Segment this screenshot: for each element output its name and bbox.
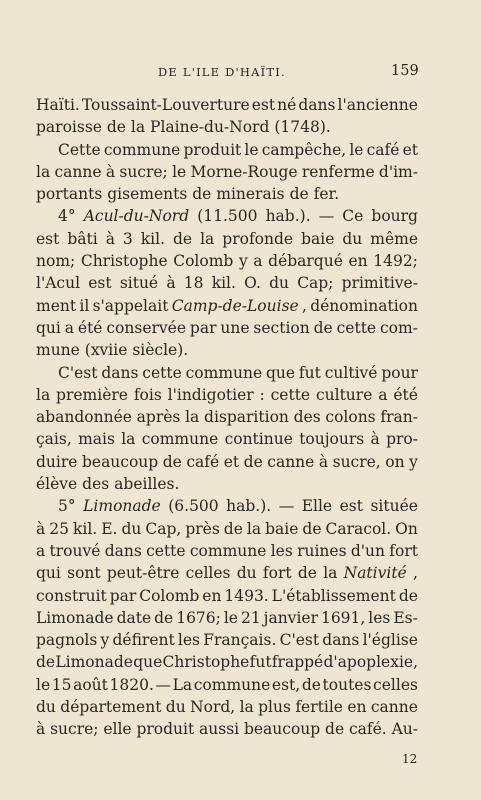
word: Elle <box>301 497 333 516</box>
word: de <box>398 586 418 605</box>
word: élève <box>36 475 83 494</box>
word: fut <box>249 653 272 672</box>
running-title: DE L'ILE D'HAÏTI. <box>158 65 286 79</box>
word: à <box>105 229 115 248</box>
word: gisements <box>107 185 193 204</box>
word: construit <box>36 586 107 605</box>
word: est <box>36 229 60 248</box>
word: produit <box>183 140 242 159</box>
text-line <box>36 495 418 517</box>
word: profonde <box>222 229 294 248</box>
word: fut <box>298 363 321 382</box>
word: — <box>318 207 335 226</box>
word: canne <box>54 162 102 181</box>
word: duire <box>36 452 78 471</box>
word: de <box>297 564 317 583</box>
word: continue <box>224 430 293 449</box>
word: kil. <box>140 229 166 248</box>
word: 18 <box>183 274 204 293</box>
word: de <box>106 118 131 137</box>
word: produit <box>136 720 195 739</box>
word: (6.500 <box>168 497 219 516</box>
word: cette <box>336 318 377 337</box>
word: sont <box>67 564 101 583</box>
word: et <box>223 452 240 471</box>
word: le <box>244 140 259 159</box>
word: à <box>105 162 116 181</box>
word: Limonade <box>55 653 133 672</box>
word: que <box>133 653 163 672</box>
word: située <box>370 497 418 516</box>
word: une <box>220 318 250 337</box>
word: baie <box>265 519 299 538</box>
word: commune <box>193 675 271 694</box>
word: il <box>79 296 90 315</box>
word: l'Acul <box>36 274 81 293</box>
word: pagnols <box>36 631 98 650</box>
word: çais, <box>36 430 72 449</box>
text-line <box>36 339 418 361</box>
word: com- <box>379 318 418 337</box>
word: que <box>266 363 296 382</box>
word: des <box>82 475 115 494</box>
word: ment <box>36 296 77 315</box>
word: L'établissement <box>271 586 396 605</box>
word: qui <box>36 318 61 337</box>
word: commune <box>189 541 267 560</box>
word: l'ancienne <box>337 96 418 114</box>
word: dans <box>298 96 336 114</box>
word: celles <box>185 564 231 583</box>
word: à <box>166 274 176 293</box>
word: août <box>73 675 108 694</box>
word: le <box>349 140 364 159</box>
text-line <box>36 139 418 161</box>
word: d'un <box>350 541 385 560</box>
word: par <box>189 318 217 337</box>
word: Colomb <box>173 252 234 271</box>
word: on <box>385 452 405 471</box>
word: Français. <box>203 631 277 650</box>
word: commune <box>141 430 219 449</box>
word: (1748). <box>274 118 331 137</box>
word: sucre; <box>50 720 99 739</box>
word: fort <box>389 541 418 560</box>
word: — <box>155 675 171 694</box>
text-line <box>36 473 418 495</box>
word: du <box>236 564 257 583</box>
page-number: 159 <box>391 63 419 79</box>
word: hab.). <box>226 497 272 516</box>
word: section <box>253 318 310 337</box>
word: campêche, <box>261 140 347 159</box>
word: beaucoup <box>81 452 159 471</box>
text-line <box>36 116 418 138</box>
word: celles <box>373 675 418 694</box>
word: des <box>293 408 321 427</box>
word: Cap; <box>297 274 334 293</box>
word: Cap, <box>145 519 182 538</box>
running-head <box>0 63 481 83</box>
text-line <box>36 317 418 339</box>
text-line <box>36 362 418 384</box>
word: la <box>121 430 136 449</box>
word: Es- <box>393 608 418 627</box>
word: 1676; <box>176 608 221 627</box>
word: 1492; <box>373 252 418 271</box>
word: siècle). <box>132 341 189 360</box>
word: né <box>277 96 297 114</box>
word: a <box>253 252 263 271</box>
word: Haïti. <box>36 96 80 114</box>
word: janvier <box>263 608 318 627</box>
word: de <box>313 318 333 337</box>
word: fran- <box>380 408 418 427</box>
word: conservée <box>106 318 187 337</box>
word: sucre; <box>119 162 168 181</box>
word: la <box>200 229 215 248</box>
word: de <box>301 675 321 694</box>
word: l'église <box>362 631 418 650</box>
word: de <box>173 229 193 248</box>
word: cette <box>146 541 186 560</box>
word: (xviie <box>84 341 133 360</box>
word: département <box>60 698 162 717</box>
word: du <box>269 274 289 293</box>
word: portants <box>36 185 108 204</box>
word: Nativité <box>343 564 407 583</box>
text-line <box>36 428 418 450</box>
word: la <box>323 564 338 583</box>
text-line <box>36 272 418 294</box>
word: On <box>395 519 418 538</box>
word: à <box>36 519 46 538</box>
word: à <box>318 452 329 471</box>
word: C'est <box>58 363 98 382</box>
word: été <box>393 385 418 404</box>
word: fort <box>262 564 292 583</box>
word: de <box>243 452 263 471</box>
text-line <box>36 718 418 740</box>
word: , <box>301 296 307 315</box>
word: a <box>378 385 388 404</box>
word: du <box>121 519 142 538</box>
word: Au- <box>391 720 418 739</box>
word: la <box>185 408 200 427</box>
word: 5° <box>58 497 76 516</box>
word: à <box>36 720 46 739</box>
body-text <box>36 94 418 741</box>
word: Cette <box>58 140 101 159</box>
text-line <box>36 94 418 116</box>
word: 1820. <box>109 675 154 694</box>
word: renferme <box>301 162 375 181</box>
word: en <box>348 252 368 271</box>
word: qui <box>36 564 61 583</box>
word: même <box>370 229 418 248</box>
word: d'im- <box>378 162 418 181</box>
word: mais <box>78 430 115 449</box>
word: 3 <box>122 229 133 248</box>
word: colons <box>325 408 376 427</box>
word: après <box>136 408 181 427</box>
text-line <box>36 696 418 718</box>
word: a <box>64 318 75 337</box>
word: dans <box>101 363 139 382</box>
word: elle <box>103 720 132 739</box>
word: toutes <box>322 675 372 694</box>
word: y <box>238 252 248 271</box>
word: le <box>36 675 51 694</box>
word: fer. <box>313 185 340 204</box>
text-line <box>36 228 418 250</box>
word: Caracol. <box>325 519 392 538</box>
word: débarqué <box>268 252 343 271</box>
word: café <box>186 452 220 471</box>
word: cultivé <box>324 363 378 382</box>
word: paroisse <box>36 118 107 137</box>
word: en <box>347 698 367 717</box>
word: de <box>302 519 322 538</box>
word: la <box>36 162 51 181</box>
word: canne <box>267 452 315 471</box>
word: par <box>109 586 137 605</box>
word: abeilles. <box>114 475 180 494</box>
word: 15 <box>51 675 72 694</box>
word: nom; <box>36 252 76 271</box>
word: Limonade <box>36 608 114 627</box>
word: hab.). <box>265 207 311 226</box>
word: dénomination <box>310 296 418 315</box>
word: situé <box>119 274 159 293</box>
word: Camp-de-Louise <box>171 296 299 315</box>
word: première <box>56 385 128 404</box>
word: Toussaint-Louverture <box>81 96 250 114</box>
text-line <box>36 629 418 651</box>
word: du <box>165 698 186 717</box>
word: Acul-du-Nord <box>83 207 190 226</box>
word: baie <box>301 229 335 248</box>
word: La <box>172 675 193 694</box>
word: la <box>36 385 51 404</box>
text-line <box>36 562 418 584</box>
word: le <box>223 608 238 627</box>
word: du <box>36 698 56 717</box>
text-line <box>36 384 418 406</box>
word: sucre, <box>332 452 381 471</box>
word: primitive- <box>341 274 418 293</box>
word: E. <box>101 519 118 538</box>
word: commune <box>185 363 263 382</box>
text-line <box>36 295 418 317</box>
word: café. <box>348 720 387 739</box>
word: 1691, <box>320 608 366 627</box>
word: de <box>325 720 345 739</box>
word: la <box>246 519 262 538</box>
word: 4° <box>58 207 76 226</box>
text-line <box>36 585 418 607</box>
word: (11.500 <box>197 207 258 226</box>
word: café <box>366 140 400 159</box>
word: Limonade <box>83 497 161 516</box>
text-line <box>36 674 418 696</box>
signature-mark: 12 <box>402 752 418 766</box>
word: 1493. <box>224 586 269 605</box>
word: les <box>177 631 201 650</box>
word: et <box>402 140 418 159</box>
word: date <box>116 608 152 627</box>
text-line <box>36 161 418 183</box>
word: d'apoplexie, <box>323 653 418 672</box>
word: de <box>289 185 314 204</box>
text-line <box>36 183 418 205</box>
word: fertile <box>295 698 343 717</box>
text-line <box>36 540 418 562</box>
word: O. <box>244 274 261 293</box>
text-line <box>36 250 418 272</box>
word: trouvé <box>49 541 101 560</box>
word: minerais <box>216 185 290 204</box>
text-line <box>36 607 418 629</box>
word: est, <box>271 675 301 694</box>
word: l'indigotier <box>167 385 254 404</box>
text-line <box>36 518 418 540</box>
word: beaucoup <box>243 720 321 739</box>
word: Plaine-du-Nord <box>150 118 275 137</box>
word: mune <box>36 341 85 360</box>
word: est <box>88 274 112 293</box>
word: cette <box>270 385 311 404</box>
word: est <box>251 96 276 114</box>
word: disparition <box>204 408 289 427</box>
word: frappé <box>271 653 324 672</box>
word: Morne-Rouge <box>190 162 298 181</box>
word: Ce <box>342 207 364 226</box>
word: Colomb <box>139 586 200 605</box>
word: C'est <box>279 631 320 650</box>
word: pro- <box>386 430 418 449</box>
word: peut-être <box>106 564 180 583</box>
word: kil. <box>72 519 98 538</box>
word: de <box>154 608 174 627</box>
word: plus <box>258 698 291 717</box>
word: à <box>370 430 380 449</box>
word: près <box>185 519 220 538</box>
word: a <box>36 541 46 560</box>
word: aussi <box>199 720 240 739</box>
word: 25 <box>49 519 69 538</box>
word: Christophe <box>80 252 168 271</box>
text-line <box>36 451 418 473</box>
word: la <box>239 698 254 717</box>
text-line <box>36 651 418 673</box>
word: est <box>339 497 363 516</box>
word: Nord, <box>190 698 236 717</box>
word: , <box>412 564 418 583</box>
word: y <box>409 452 418 471</box>
word: kil. <box>211 274 236 293</box>
word: cette <box>142 363 182 382</box>
word: s'appelait <box>92 296 169 315</box>
word: le <box>172 162 187 181</box>
text-line <box>36 205 418 227</box>
word: — <box>278 497 295 516</box>
word: défirent <box>112 631 175 650</box>
word: ruines <box>297 541 347 560</box>
word: dans <box>104 541 142 560</box>
word: en <box>202 586 222 605</box>
word: bâti <box>67 229 98 248</box>
word: été <box>77 318 103 337</box>
word: y <box>100 631 110 650</box>
word: fois <box>133 385 162 404</box>
word: 21 <box>240 608 261 627</box>
word: toujours <box>299 430 365 449</box>
word: les <box>368 608 391 627</box>
word: de <box>36 653 56 672</box>
word: : <box>259 385 265 404</box>
word: la <box>130 118 151 137</box>
text-line <box>36 406 418 428</box>
word: dans <box>322 631 360 650</box>
word: de <box>223 519 243 538</box>
word: bourg <box>371 207 418 226</box>
word: de <box>192 185 217 204</box>
word: du <box>342 229 363 248</box>
word: commune <box>103 140 181 159</box>
word: culture <box>315 385 373 404</box>
word: pour <box>381 363 418 382</box>
word: abandonnée <box>36 408 132 427</box>
word: Christophe <box>162 653 250 672</box>
word: canne <box>370 698 418 717</box>
word: de <box>162 452 182 471</box>
word: les <box>270 541 293 560</box>
